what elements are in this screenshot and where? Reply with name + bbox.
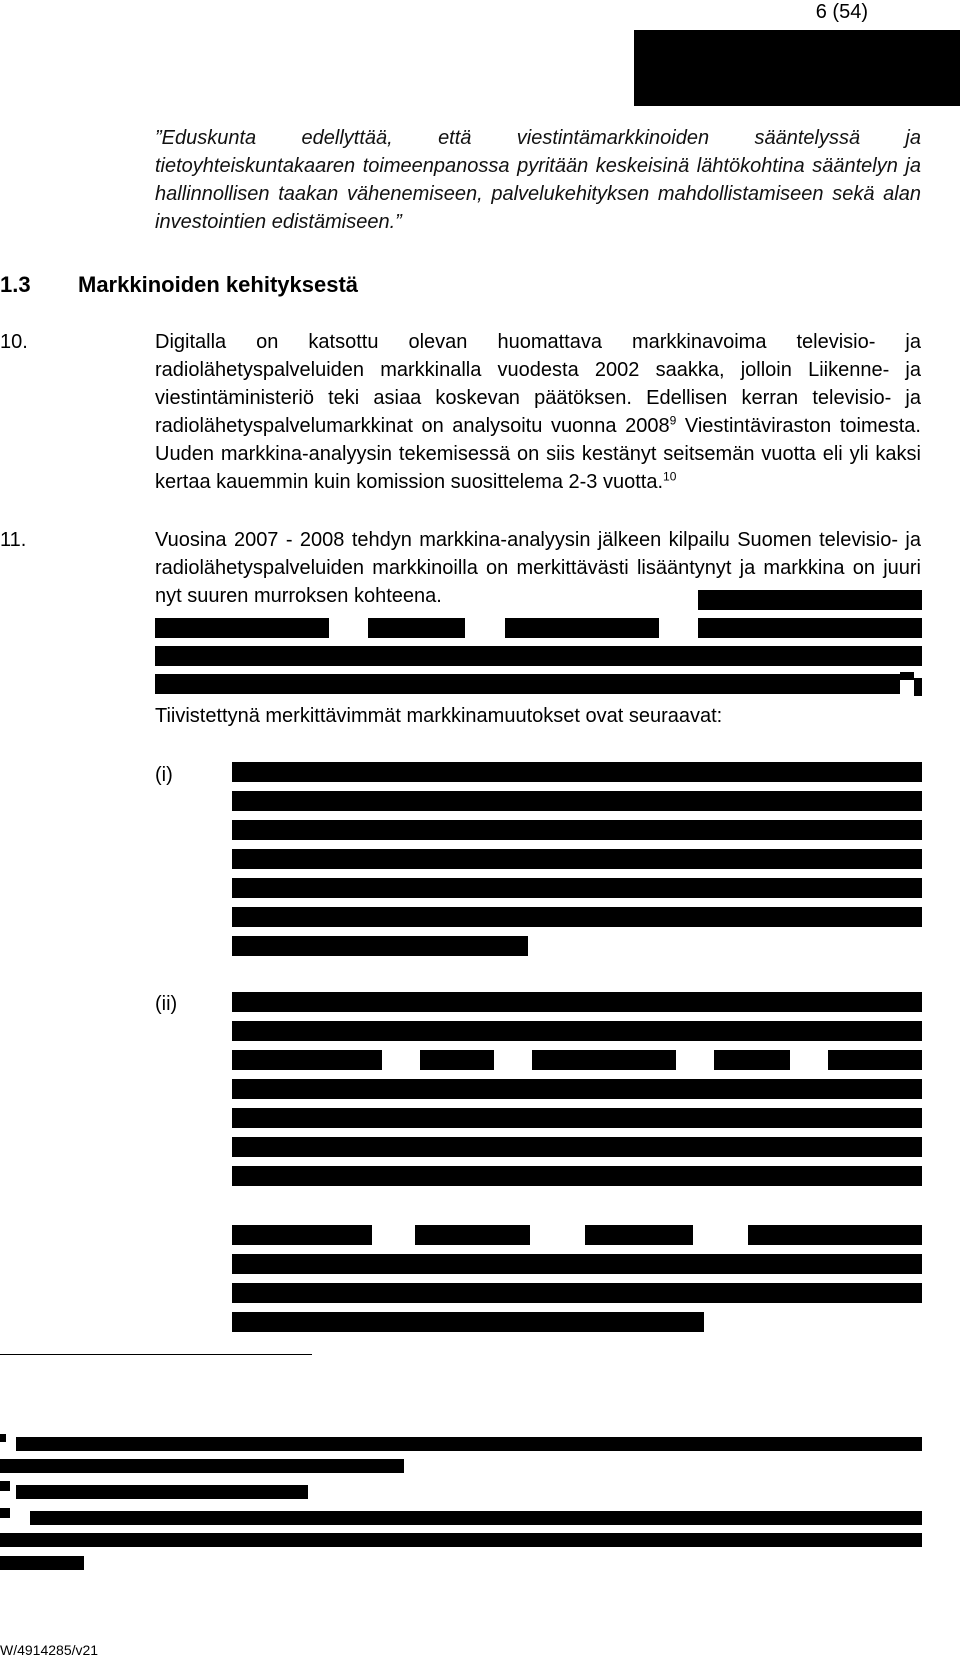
redaction-block [634, 30, 960, 106]
redaction-block [415, 1225, 530, 1245]
redaction-block [0, 1481, 10, 1491]
list-label-i: (i) [155, 764, 173, 786]
paragraph-number: 10. [0, 331, 28, 353]
redaction-block [714, 1050, 790, 1070]
redaction-block [0, 1434, 6, 1442]
list-label-ii: (ii) [155, 993, 178, 1015]
redaction-block [155, 674, 900, 694]
redaction-block [232, 992, 922, 1012]
quote-block [155, 124, 921, 236]
paragraph-text: Vuosina 2007 - 2008 tehdyn markkina-analyysin jälkeen kilpailu Suomen televisio- ja radiolähetyspalveluiden markkinoilla on merkittävästi lisääntynyt ja markkina on juuri nyt suuren murroksen kohteena. [155, 529, 921, 607]
summary-intro: Tiivistettynä merkittävimmät markkinamuutokset ovat seuraavat: [155, 705, 723, 727]
redaction-block [914, 678, 922, 696]
redaction-block [16, 1485, 308, 1499]
redaction-block [505, 618, 659, 638]
paragraph-10 [155, 328, 921, 496]
redaction-block [900, 672, 914, 680]
redaction-block [232, 1108, 922, 1128]
section-heading [0, 270, 358, 300]
redaction-block [232, 849, 922, 869]
redaction-block [232, 820, 922, 840]
section-title: Markkinoiden kehityksestä [78, 272, 359, 297]
redaction-block [368, 618, 465, 638]
redaction-block [232, 878, 922, 898]
redaction-block [585, 1225, 693, 1245]
redaction-block [232, 1254, 922, 1274]
redaction-block [232, 1021, 922, 1041]
redaction-block [232, 1312, 704, 1332]
document-reference: W/4914285/v21 [0, 1642, 99, 1658]
quote-text: ”Eduskunta edellyttää, että viestintämarkkinoiden sääntelyssä ja tietoyhteiskuntakaaren toimeenpanossa pyritään keskeisinä lähtökohtina sääntelyn ja hallinnollisen taakan vähenemiseen, palvelukehityksen mahdollistamiseen sekä alan investointien edistämiseen.” [155, 127, 921, 233]
section-number: 1.3 [0, 272, 31, 297]
redaction-block [232, 791, 922, 811]
redaction-block [532, 1050, 676, 1070]
footnote-separator [0, 1354, 312, 1355]
redaction-block [30, 1511, 922, 1525]
redaction-block [0, 1508, 10, 1518]
redaction-block [155, 618, 329, 638]
redaction-block [232, 907, 922, 927]
redaction-block [0, 1533, 922, 1547]
redaction-block [232, 1079, 922, 1099]
redaction-block [232, 1050, 382, 1070]
redaction-block [0, 1459, 404, 1473]
redaction-block [232, 936, 528, 956]
paragraph-text: Viestintäviraston toimesta. Uuden markkina-analyysin tekemisessä on siis kestänyt seitsemän vuotta eli yli kaksi kertaa kauemmin kuin komission suosittelema 2-3 vuotta. [155, 415, 921, 493]
paragraph-text: Digitalla on katsottu olevan huomattava markkinavoima televisio- ja radiolähetyspalveluiden markkinalla vuodesta 2002 saakka, jolloin Liikenne- ja viestintäministeriö teki asiaa koskevan päätöksen. Edellisen kerran televisio- ja radiolähetyspalvelumarkkinat on analysoitu vuonna 2008 [155, 331, 921, 437]
page-number: 6 (54) [815, 1, 868, 23]
redaction-block [698, 590, 922, 610]
redaction-block [232, 1225, 372, 1245]
redaction-block [0, 1556, 84, 1570]
footnote-ref: 9 [669, 413, 677, 428]
redaction-block [232, 1137, 922, 1157]
redaction-block [232, 1166, 922, 1186]
redaction-block [16, 1437, 922, 1451]
paragraph-number: 11. [0, 529, 27, 551]
redaction-block [698, 618, 922, 638]
redaction-block [748, 1225, 922, 1245]
redaction-block [232, 762, 922, 782]
footnote-ref: 10 [663, 469, 677, 484]
redaction-block [232, 1283, 922, 1303]
redaction-block [828, 1050, 922, 1070]
redaction-block [155, 646, 922, 666]
redaction-block [420, 1050, 494, 1070]
